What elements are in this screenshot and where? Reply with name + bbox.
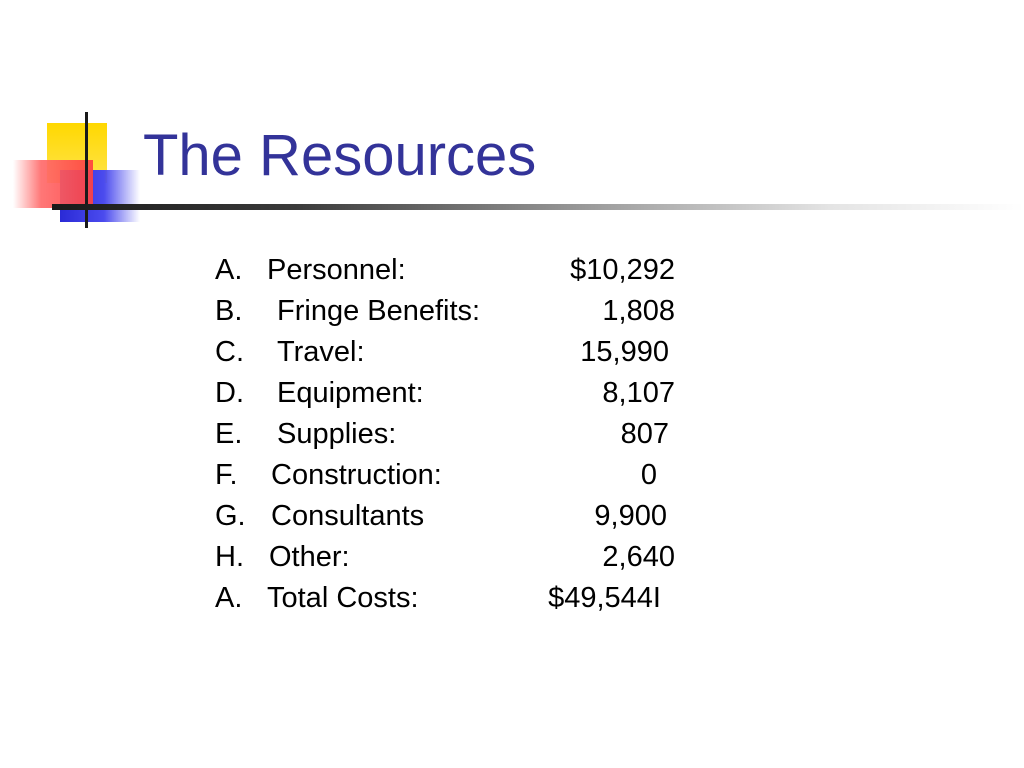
row-letter: D. bbox=[215, 377, 244, 409]
title-underline-rule bbox=[52, 204, 1024, 210]
row-letter: C. bbox=[215, 336, 244, 368]
resource-row-consultants bbox=[215, 496, 685, 537]
row-amount: $49,544I bbox=[548, 582, 661, 614]
row-amount: 9,900 bbox=[594, 500, 667, 532]
row-amount: 15,990 bbox=[580, 336, 669, 368]
decorative-vertical-line bbox=[85, 112, 88, 228]
row-label: Equipment: bbox=[277, 377, 424, 409]
resource-row-other bbox=[215, 537, 685, 578]
row-letter: G. bbox=[215, 500, 246, 532]
row-amount: 1,808 bbox=[602, 295, 675, 327]
row-letter: F. bbox=[215, 459, 238, 491]
row-label: Travel: bbox=[277, 336, 365, 368]
resource-row-personnel bbox=[215, 250, 685, 291]
resource-row-fringe-benefits bbox=[215, 291, 685, 332]
row-label: Total Costs: bbox=[267, 582, 419, 614]
row-label: Fringe Benefits: bbox=[277, 295, 481, 327]
row-amount: 0 bbox=[640, 459, 657, 491]
row-label: Personnel: bbox=[267, 254, 406, 286]
resource-row-travel bbox=[215, 332, 685, 373]
resource-row-equipment bbox=[215, 373, 685, 414]
row-letter: A. bbox=[215, 582, 243, 614]
resources-list bbox=[215, 250, 685, 619]
row-letter: A. bbox=[215, 254, 243, 286]
slide-title: The Resources bbox=[143, 123, 537, 188]
resource-row-supplies bbox=[215, 414, 685, 455]
row-amount: $10,292 bbox=[570, 254, 675, 286]
row-amount: 8,107 bbox=[602, 377, 675, 409]
row-amount: 2,640 bbox=[602, 541, 675, 573]
row-label: Supplies: bbox=[277, 418, 397, 450]
row-amount: 807 bbox=[620, 418, 669, 450]
row-letter: E. bbox=[215, 418, 243, 450]
resource-row-construction bbox=[215, 455, 685, 496]
decorative-red-square bbox=[13, 160, 93, 208]
row-label: Other: bbox=[269, 541, 350, 573]
row-letter: B. bbox=[215, 295, 243, 327]
row-label: Construction: bbox=[271, 459, 442, 491]
row-letter: H. bbox=[215, 541, 244, 573]
row-label: Consultants bbox=[271, 500, 425, 532]
resource-row-total-costs bbox=[215, 578, 685, 619]
